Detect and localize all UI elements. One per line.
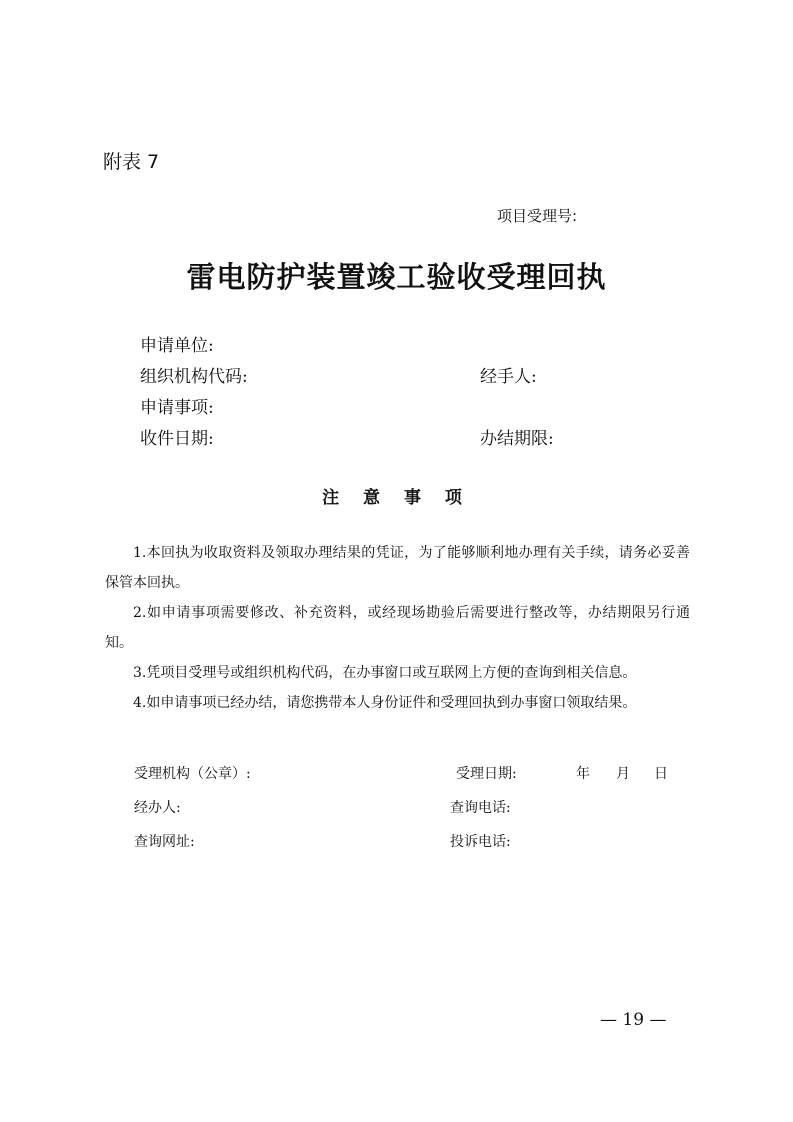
month-label: 月 [616,766,630,782]
receipt-number-label: 项目受理号: [497,207,578,225]
deadline-field: 办结期限: [480,429,554,449]
year-label: 年 [576,766,590,782]
item-field: 申请事项: [140,398,214,418]
notice-title: 注 意 事 项 [322,488,471,508]
notice-item-3: 3.凭项目受理号或组织机构代码，在办事窗口或互联网上方便的查询到相关信息。 [133,665,637,681]
notice-item-1: 1.本回执为收取资料及领取办理结果的凭证，为了能够顺利地办理有关手续，请务必妥善保管本回执。 [105,545,690,591]
notice-item-2: 2.如申请事项需要修改、补充资料，或经现场勘验后需要进行整改等，办结期限另行通知。 [105,605,690,651]
notice-list [105,538,690,718]
complaint-phone-label: 投诉电话: [450,834,511,850]
org-code-field: 组织机构代码: [140,367,248,387]
day-label: 日 [654,766,668,782]
appendix-label: 附表 7 [103,151,160,173]
accept-date-label: 受理日期: [456,766,517,782]
page-number: — 19 — [600,1010,667,1030]
agency-seal-label: 受理机构（公章）: [134,766,251,782]
received-date-field: 收件日期: [140,429,214,449]
document-title: 雷电防护装置竣工验收受理回执 [186,260,607,294]
handler-field: 经手人: [480,367,537,387]
applicant-field: 申请单位: [140,336,214,356]
operator-label: 经办人: [134,800,181,816]
query-site-label: 查询网址: [134,834,195,850]
query-phone-label: 查询电话: [450,800,511,816]
notice-item-4: 4.如申请事项已经办结，请您携带本人身份证件和受理回执到办事窗口领取结果。 [133,695,637,711]
